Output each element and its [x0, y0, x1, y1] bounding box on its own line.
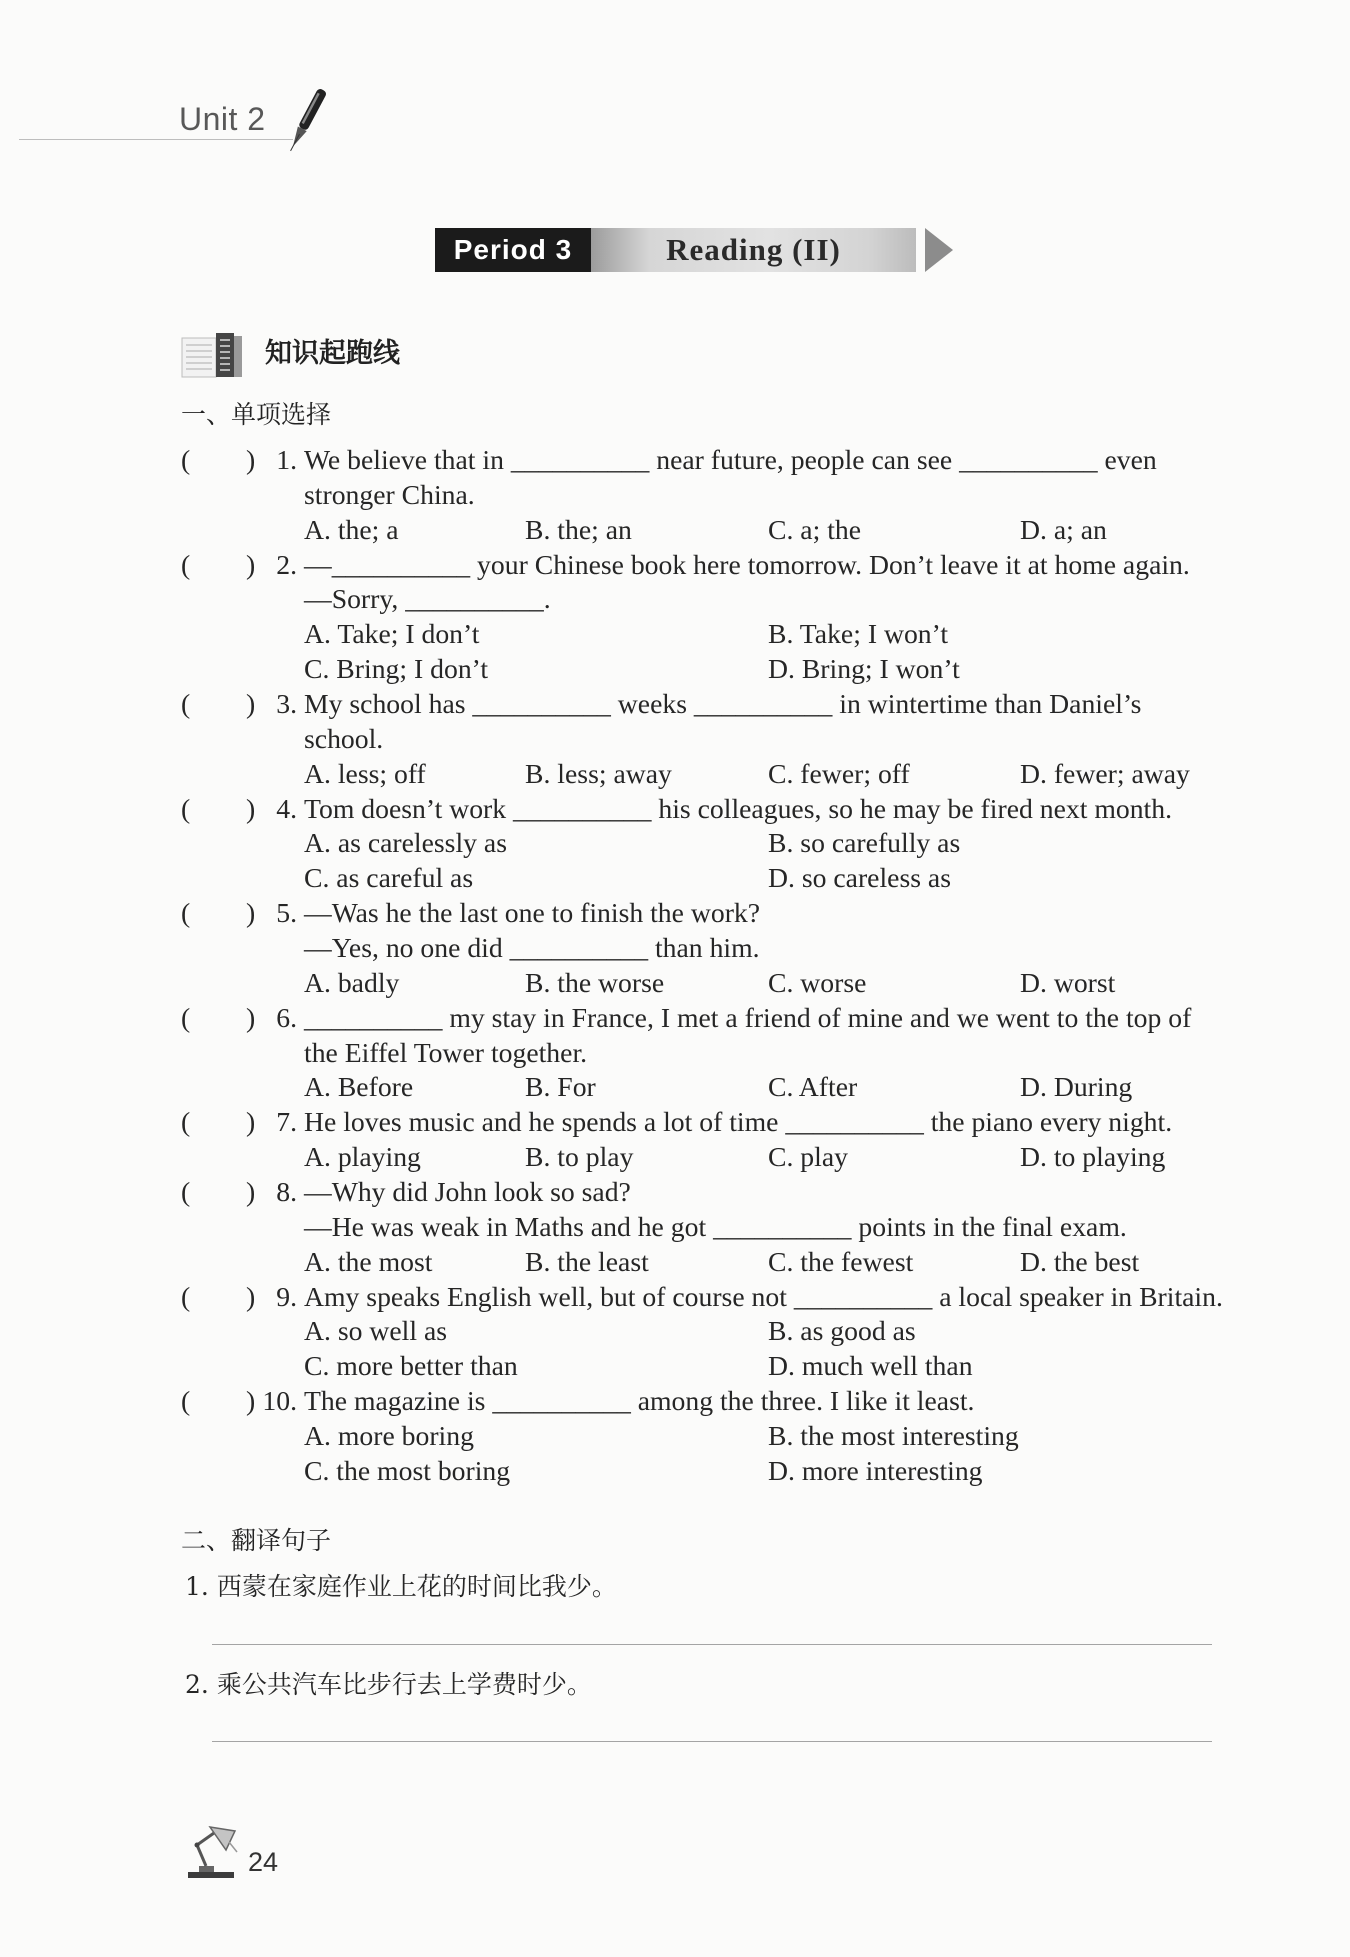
- question-number: 4.: [276, 792, 297, 824]
- option-c: C. After: [768, 1071, 858, 1103]
- question-number: 10.: [262, 1385, 297, 1417]
- translation-text: 西蒙在家庭作业上花的时间比我少。: [216, 1572, 617, 1601]
- unit-title: Unit 2: [179, 101, 266, 137]
- option-c: C. fewer; off: [768, 757, 910, 789]
- option-a: A. Take; I don’t: [304, 618, 480, 650]
- question-2: [0, 548, 1350, 687]
- option-a: A. Before: [304, 1071, 414, 1103]
- question-text: Amy speaks English well, but of course not __________ a local speaker in Britain.: [304, 1280, 1223, 1312]
- option-a: A. more boring: [304, 1420, 474, 1452]
- option-a: A. playing: [304, 1141, 421, 1173]
- option-b: B. the; an: [525, 513, 632, 545]
- option-c: C. more better than: [304, 1350, 518, 1382]
- option-d: D. worst: [1020, 966, 1116, 998]
- option-a: A. as carelessly as: [304, 827, 507, 859]
- question-text: —Was he the last one to finish the work?: [304, 897, 761, 929]
- question-line: [0, 931, 1350, 966]
- option-row: [0, 1349, 1350, 1384]
- section-title: 知识起跑线: [265, 338, 400, 369]
- answer-line: [212, 1644, 1212, 1645]
- question-number: 1.: [276, 444, 297, 475]
- option-b: B. For: [525, 1071, 596, 1103]
- answer-bracket-open: (: [181, 1001, 191, 1033]
- option-c: C. the most boring: [304, 1454, 511, 1486]
- question-5: [0, 896, 1350, 1001]
- option-row: [0, 1070, 1350, 1105]
- option-b: B. as good as: [768, 1315, 916, 1347]
- question-number: 9.: [276, 1280, 297, 1312]
- part2-heading: 二、翻译句子: [181, 1526, 332, 1555]
- question-number: 8.: [276, 1176, 297, 1208]
- question-text: —Why did John look so sad?: [304, 1176, 631, 1208]
- option-a: A. so well as: [304, 1315, 448, 1347]
- option-row: [0, 652, 1350, 687]
- answer-bracket-close: ): [246, 444, 256, 475]
- question-10: [0, 1384, 1350, 1489]
- answer-bracket-open: (: [181, 1106, 191, 1138]
- question-text: Tom doesn’t work __________ his colleagues, so he may be fired next month.: [304, 792, 1173, 824]
- option-c: C. a; the: [768, 513, 862, 545]
- question-line: [0, 1001, 1350, 1036]
- lamp-icon: [185, 1822, 241, 1880]
- question-line: [0, 1280, 1350, 1315]
- option-b: B. the worse: [525, 966, 665, 998]
- answer-bracket-open: (: [181, 444, 191, 475]
- question-9: [0, 1280, 1350, 1385]
- question-line: [0, 687, 1350, 722]
- question-text: We believe that in __________ near future, people can see __________ even: [304, 444, 1157, 475]
- part1-heading: 一、单项选择: [181, 400, 332, 429]
- answer-bracket-close: ): [246, 1385, 256, 1417]
- answer-bracket-open: (: [181, 897, 191, 929]
- question-text: The magazine is __________ among the three. I like it least.: [304, 1385, 975, 1417]
- question-line: [0, 582, 1350, 617]
- answer-bracket-close: ): [246, 1106, 256, 1138]
- question-4: [0, 792, 1350, 897]
- question-6: [0, 1001, 1350, 1106]
- answer-bracket-open: (: [181, 1176, 191, 1208]
- question-line: [0, 1036, 1350, 1071]
- option-c: C. Bring; I don’t: [304, 653, 489, 685]
- option-a: A. the; a: [304, 513, 399, 545]
- translation-item: [185, 1667, 592, 1703]
- option-c: C. play: [768, 1141, 848, 1173]
- option-b: B. less; away: [525, 757, 672, 789]
- translation-item: [185, 1569, 617, 1605]
- answer-bracket-open: (: [181, 548, 191, 580]
- option-a: A. the most: [304, 1245, 433, 1277]
- option-d: D. Bring; I won’t: [768, 653, 960, 685]
- question-1: [0, 443, 1350, 548]
- option-row: [0, 861, 1350, 896]
- answer-bracket-close: ): [246, 1001, 256, 1033]
- question-text: My school has __________ weeks __________ in wintertime than Daniel’s: [304, 688, 1142, 720]
- question-line: [0, 443, 1350, 478]
- option-row: [0, 757, 1350, 792]
- answer-bracket-close: ): [246, 1176, 256, 1208]
- question-text: __________ my stay in France, I met a friend of mine and we went to the top of: [304, 1001, 1192, 1033]
- answer-bracket-close: ): [246, 897, 256, 929]
- question-line: [0, 548, 1350, 583]
- option-d: D. a; an: [1020, 513, 1107, 545]
- question-text: —He was weak in Maths and he got __________ points in the final exam.: [304, 1210, 1127, 1242]
- answer-line: [212, 1741, 1212, 1742]
- question-8: [0, 1175, 1350, 1280]
- option-c: C. as careful as: [304, 862, 474, 894]
- translation-number: 1.: [185, 1572, 209, 1601]
- answer-bracket-open: (: [181, 1385, 191, 1417]
- option-b: B. the most interesting: [768, 1420, 1019, 1452]
- option-c: C. the fewest: [768, 1245, 914, 1277]
- option-d: D. more interesting: [768, 1454, 983, 1486]
- question-number: 5.: [276, 897, 297, 929]
- option-b: B. the least: [525, 1245, 649, 1277]
- answer-bracket-open: (: [181, 1280, 191, 1312]
- question-line: [0, 1175, 1350, 1210]
- question-text: —Yes, no one did __________ than him.: [304, 932, 760, 964]
- question-line: [0, 792, 1350, 827]
- option-b: B. Take; I won’t: [768, 618, 949, 650]
- option-d: D. fewer; away: [1020, 757, 1190, 789]
- option-c: C. worse: [768, 966, 867, 998]
- question-line: [0, 722, 1350, 757]
- option-row: [0, 966, 1350, 1001]
- answer-bracket-close: ): [246, 792, 256, 824]
- lesson-title: Reading (II): [591, 228, 916, 272]
- option-d: D. the best: [1020, 1245, 1140, 1277]
- book-icon: [181, 331, 245, 379]
- option-row: [0, 617, 1350, 652]
- question-line: [0, 896, 1350, 931]
- answer-bracket-open: (: [181, 792, 191, 824]
- option-row: [0, 1454, 1350, 1489]
- option-d: D. During: [1020, 1071, 1133, 1103]
- option-b: B. so carefully as: [768, 827, 961, 859]
- banner-arrow-icon: [925, 228, 953, 272]
- question-text: the Eiffel Tower together.: [304, 1036, 588, 1068]
- option-row: [0, 1419, 1350, 1454]
- question-text: —__________ your Chinese book here tomorrow. Don’t leave it at home again.: [304, 548, 1190, 580]
- question-text: school.: [304, 722, 384, 754]
- answer-bracket-close: ): [246, 688, 256, 720]
- question-text: —Sorry, __________.: [304, 583, 551, 615]
- header-rule: [19, 139, 293, 140]
- answer-bracket-close: ): [246, 548, 256, 580]
- question-number: 3.: [276, 688, 297, 720]
- translation-number: 2.: [185, 1670, 209, 1699]
- answer-bracket-close: ): [246, 1280, 256, 1312]
- question-3: [0, 687, 1350, 792]
- translation-text: 乘公共汽车比步行去上学费时少。: [216, 1670, 592, 1699]
- option-a: A. less; off: [304, 757, 426, 789]
- question-number: 7.: [276, 1106, 297, 1138]
- option-row: [0, 513, 1350, 548]
- option-row: [0, 1314, 1350, 1349]
- question-7: [0, 1105, 1350, 1175]
- question-line: [0, 1384, 1350, 1419]
- option-b: B. to play: [525, 1141, 634, 1173]
- option-a: A. badly: [304, 966, 400, 998]
- multiple-choice-list: [0, 443, 1350, 1489]
- question-line: [0, 1210, 1350, 1245]
- option-d: D. so careless as: [768, 862, 951, 894]
- option-row: [0, 1245, 1350, 1280]
- question-line: [0, 1105, 1350, 1140]
- pen-icon: [282, 84, 332, 156]
- period-label: Period 3: [435, 228, 591, 272]
- answer-bracket-open: (: [181, 688, 191, 720]
- question-line: [0, 478, 1350, 513]
- option-d: D. much well than: [768, 1350, 973, 1382]
- option-d: D. to playing: [1020, 1141, 1166, 1173]
- question-text: stronger China.: [304, 478, 475, 510]
- question-text: He loves music and he spends a lot of time __________ the piano every night.: [304, 1106, 1173, 1138]
- option-row: [0, 1140, 1350, 1175]
- question-number: 6.: [276, 1001, 297, 1033]
- option-row: [0, 826, 1350, 861]
- page-number: 24: [248, 1847, 279, 1877]
- question-number: 2.: [276, 548, 297, 580]
